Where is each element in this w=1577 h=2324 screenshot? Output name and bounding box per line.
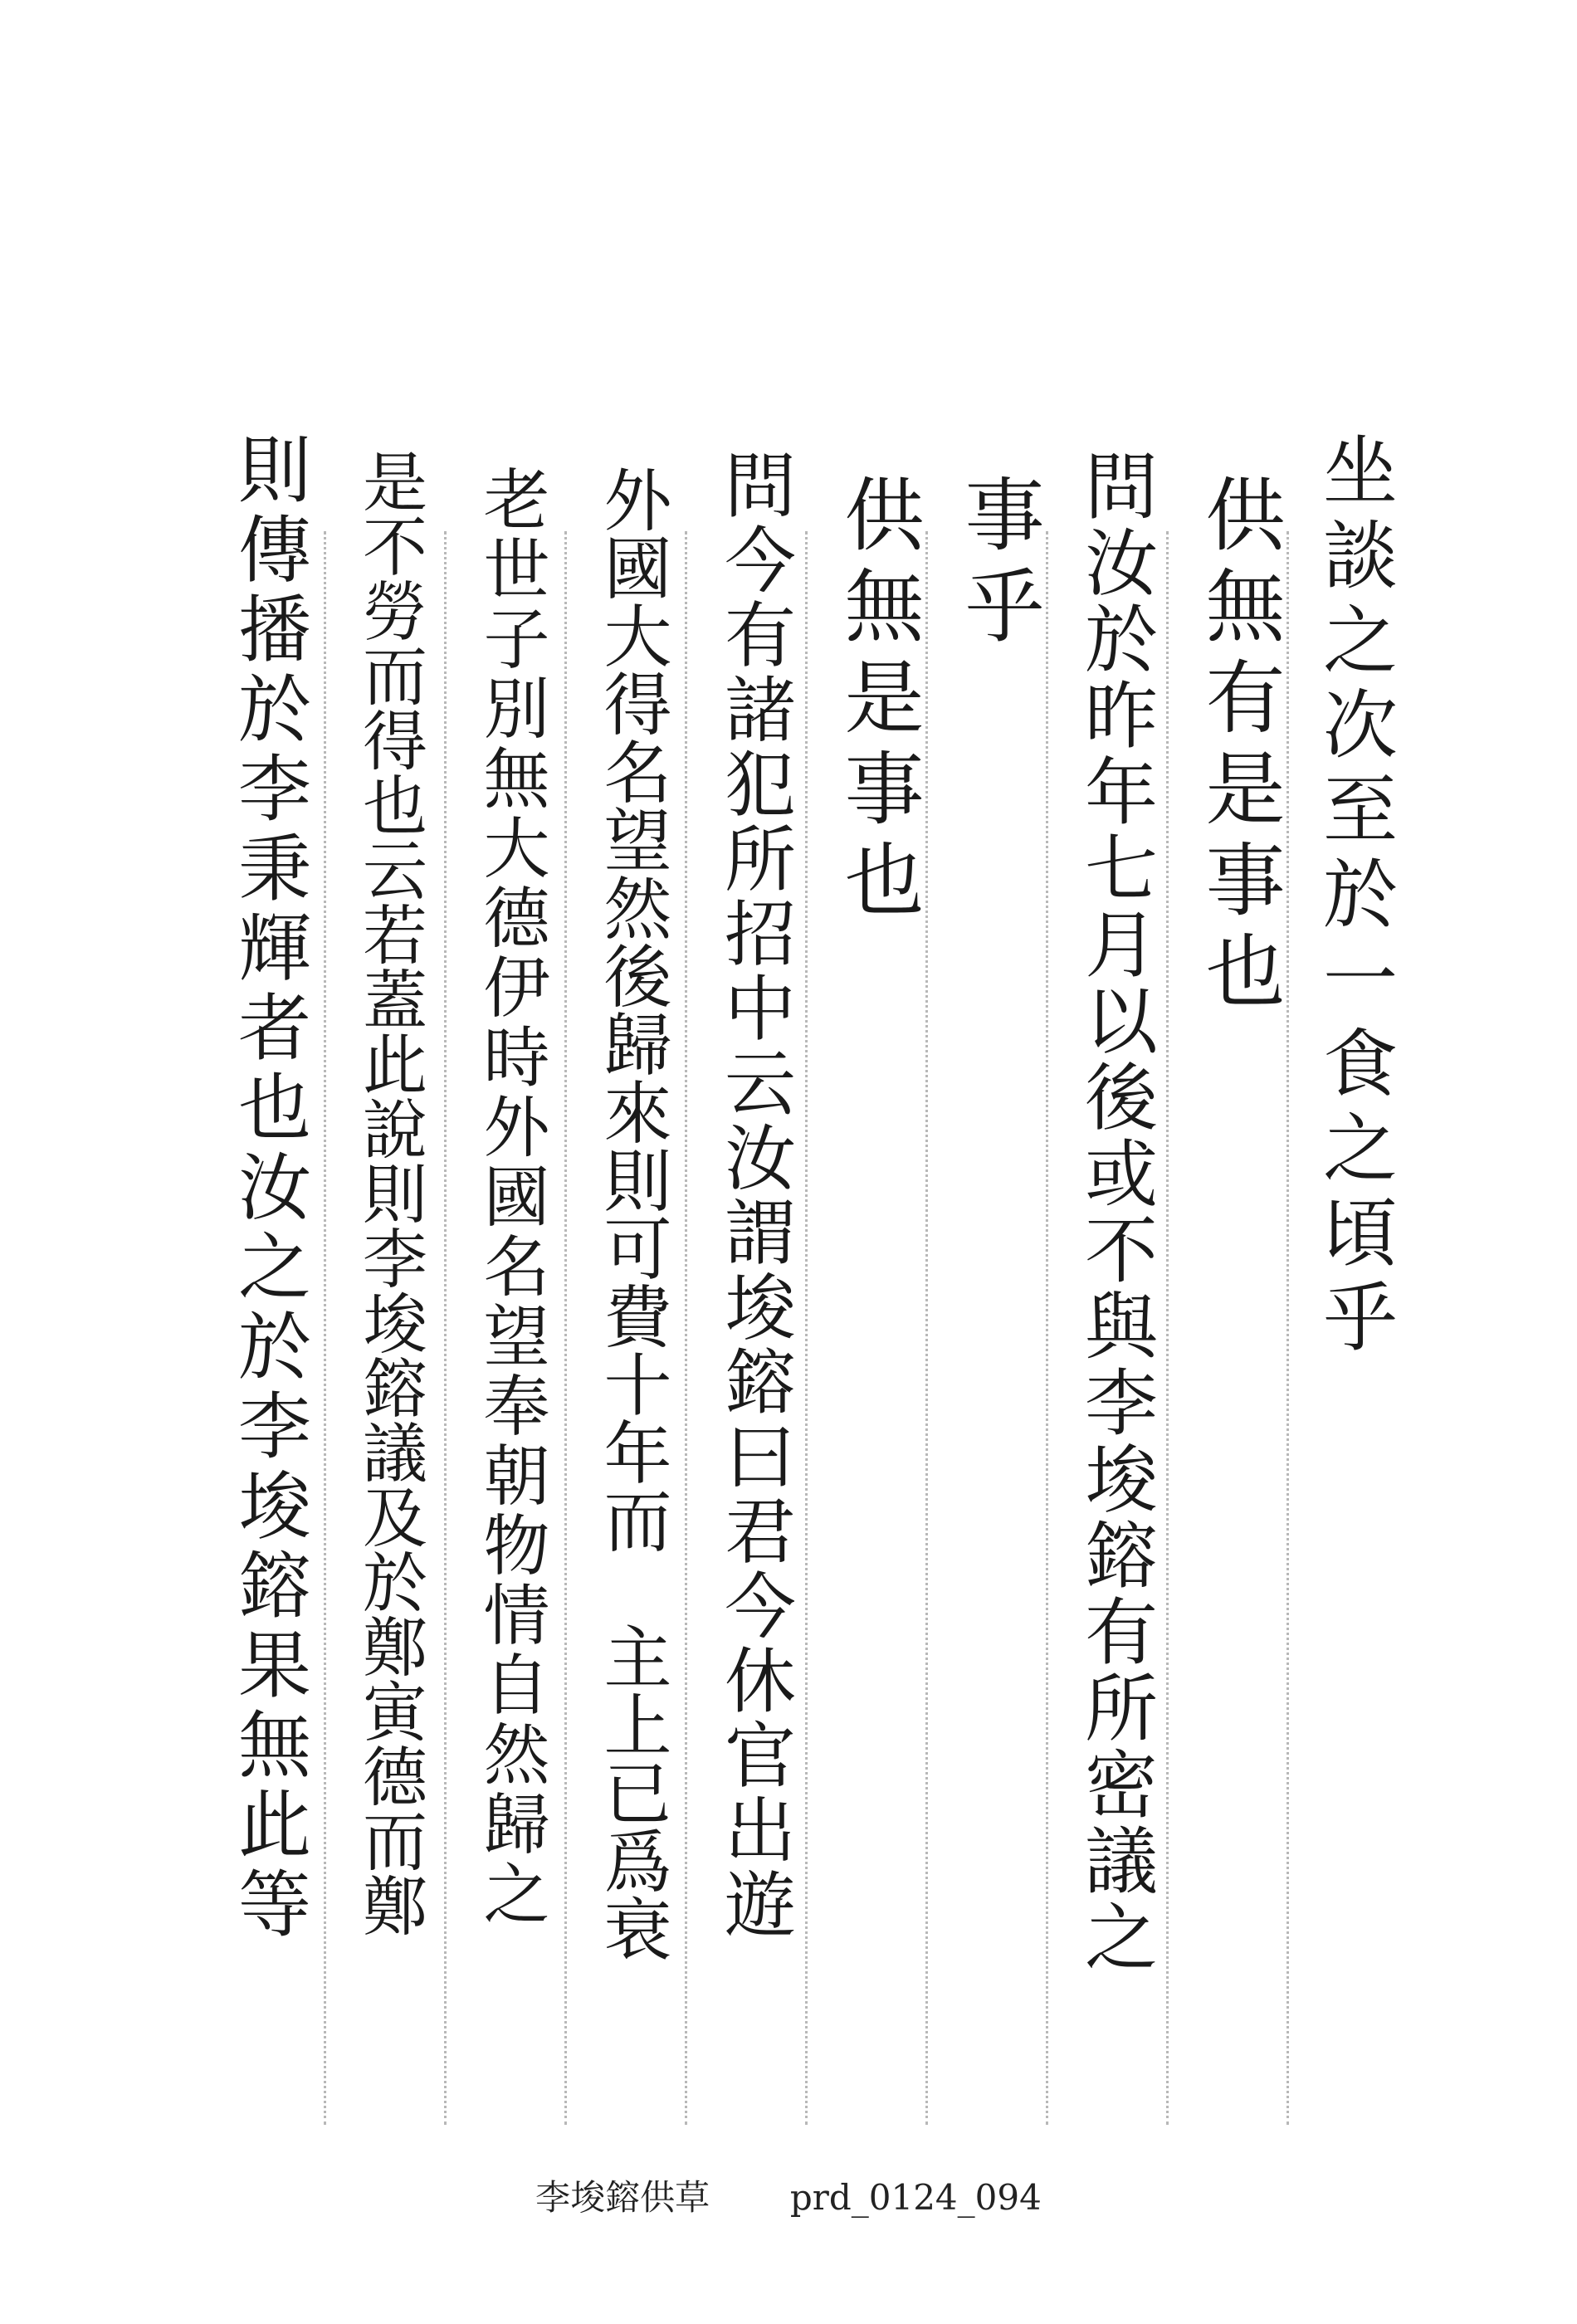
text-column-2: 供無有是事也: [1193, 473, 1286, 1021]
text-column-10: 則傳播於李秉輝者也汝之於李埈鎔果無此等: [227, 432, 312, 1946]
footer-code: prd_0124_094: [789, 2177, 1042, 2218]
column-rule: [1166, 531, 1169, 2125]
text-column-4: 事乎: [952, 473, 1045, 656]
text-column-3: 問汝於昨年七月以後或不與李埈鎔有所密議之: [1073, 448, 1159, 1975]
column-rule: [564, 531, 567, 2125]
column-rule: [1046, 531, 1048, 2125]
footer-title: 李埈鎔供草: [535, 2177, 710, 2218]
page-footer: [0, 2170, 1577, 2220]
column-rule: [805, 531, 808, 2125]
column-rule: [925, 531, 928, 2125]
text-column-1: 坐談之次至於一食之頃乎: [1310, 432, 1397, 1363]
column-rule: [1286, 531, 1289, 2125]
text-column-7: 外國大得名望然後歸來則可費十年而 主上已爲衰: [593, 465, 671, 1962]
text-column-8: 老世子別無大德伊時外國名望奉朝物情自然歸之: [472, 465, 549, 1929]
text-column-5: 供無是事也: [832, 473, 925, 930]
text-column-9: 是不勞而得也云若蓋此說則李埈鎔議及於鄭寅德而鄭: [352, 448, 427, 1937]
column-rule: [324, 531, 326, 2125]
column-rule: [444, 531, 447, 2125]
text-column-6: 問今有諸犯所招中云汝謂埈鎔曰君今休官出遊: [712, 448, 795, 1942]
column-rule: [685, 531, 687, 2125]
manuscript-text-block: [199, 432, 1411, 2133]
